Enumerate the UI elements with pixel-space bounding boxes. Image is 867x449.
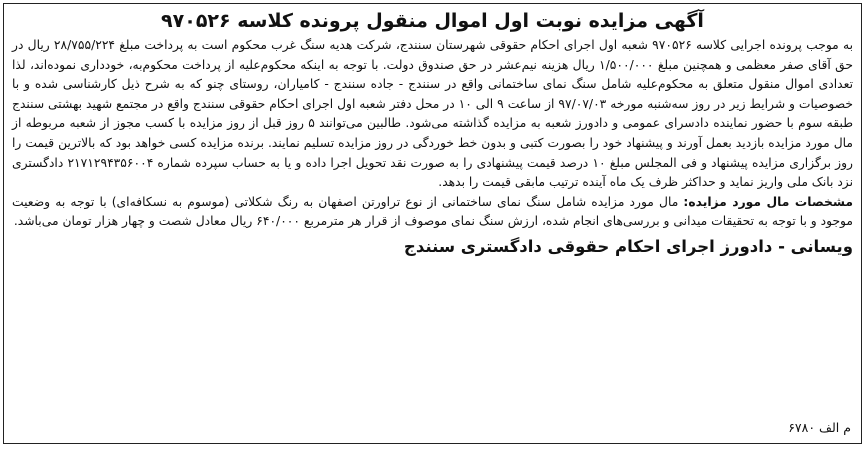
notice-title: آگهی مزایده نوبت اول اموال منقول پرونده کلاسه ۹۷۰۵۲۶ bbox=[161, 10, 704, 32]
notice-frame bbox=[3, 3, 862, 444]
notice-body: به موجب پرونده اجرایی کلاسه ۹۷۰۵۲۶ شعبه اول اجرای احکام حقوقی شهرستان سنندج، شرکت هدیه سنگ غرب محکوم است به پرداخت مبلغ ۲۸/۷۵۵/۲۲۴ ریال در حق آقای صفر معظمی و همچنین مبلغ ۱/۵۰۰/۰۰۰ ریال هزینه نیم‌عشر در حق صندوق دولت. با توجه به اینکه محکوم‌علیه از پرداخت محکوم‌به، خودداری نموده‌اند، لذا تعدادی اموال منقول متعلق به محکوم‌علیه شامل سنگ نمای ساختمانی واقع در سنندج - جاده سنندج - کامیاران، روستای چنو که به شرح ذیل کارشناسی شده و با خصوصیات و شرایط زیر در روز سه‌شنبه مورخه ۹۷/۰۷/۰۳ از ساعت ۹ الی ۱۰ در محل دفتر شعبه اول اجرای احکام حقوقی سنندج واقع در مجتمع شهید بهشتی سنندج طبقه سوم با حضور نماینده دادسرای عمومی و دادورز شعبه به مزایده گذاشته می‌شود. طالبین می‌توانند ۵ روز قبل از روز مزایده با کسب مجوز از شعبه مربوطه از مال مورد مزایده بازدید بعمل آورند و پیشنهاد خود را بصورت کتبی و بدون خط خوردگی در روز مزایده تسلیم نمایند. برنده مزایده کسی خواهد بود که بالاترین قیمت را روز برگزاری مزایده پیشنهاد و فی المجلس مبلغ ۱۰ درصد قیمت پیشنهادی را به صورت نقد تحویل اجرا داده و یا به حساب سپرده شماره ۲۱۷۱۲۹۴۳۵۶۰۰۴ دادگستری نزد بانک ملی واریز نماید و حداکثر ظرف یک ماه آینده ترتیب مابقی قیمت را بدهد. bbox=[12, 38, 854, 190]
specs-text: مال مورد مزایده شامل سنگ نمای ساختمانی از نوع تراورتن اصفهان به رنگ شکلاتی (موسوم به نسکافه‌ای) با توجه به وضعیت موجود و با توجه به تحقیقات میدانی و بررسی‌های انجام شده، ارزش سنگ نمای موصوف از قرار هر مترمربع ۶۴۰/۰۰۰ ریال معادل شصت و چهار هزار تومان می‌باشد. bbox=[12, 194, 853, 229]
signature: ویسانی - دادورز اجرای احکام حقوقی دادگستری سنندج bbox=[403, 236, 853, 256]
specs-paragraph bbox=[12, 193, 853, 232]
specs-heading: مشخصات مال مورد مزایده: bbox=[683, 194, 853, 209]
reference-code: م الف ۶۷۸۰ bbox=[788, 420, 851, 435]
